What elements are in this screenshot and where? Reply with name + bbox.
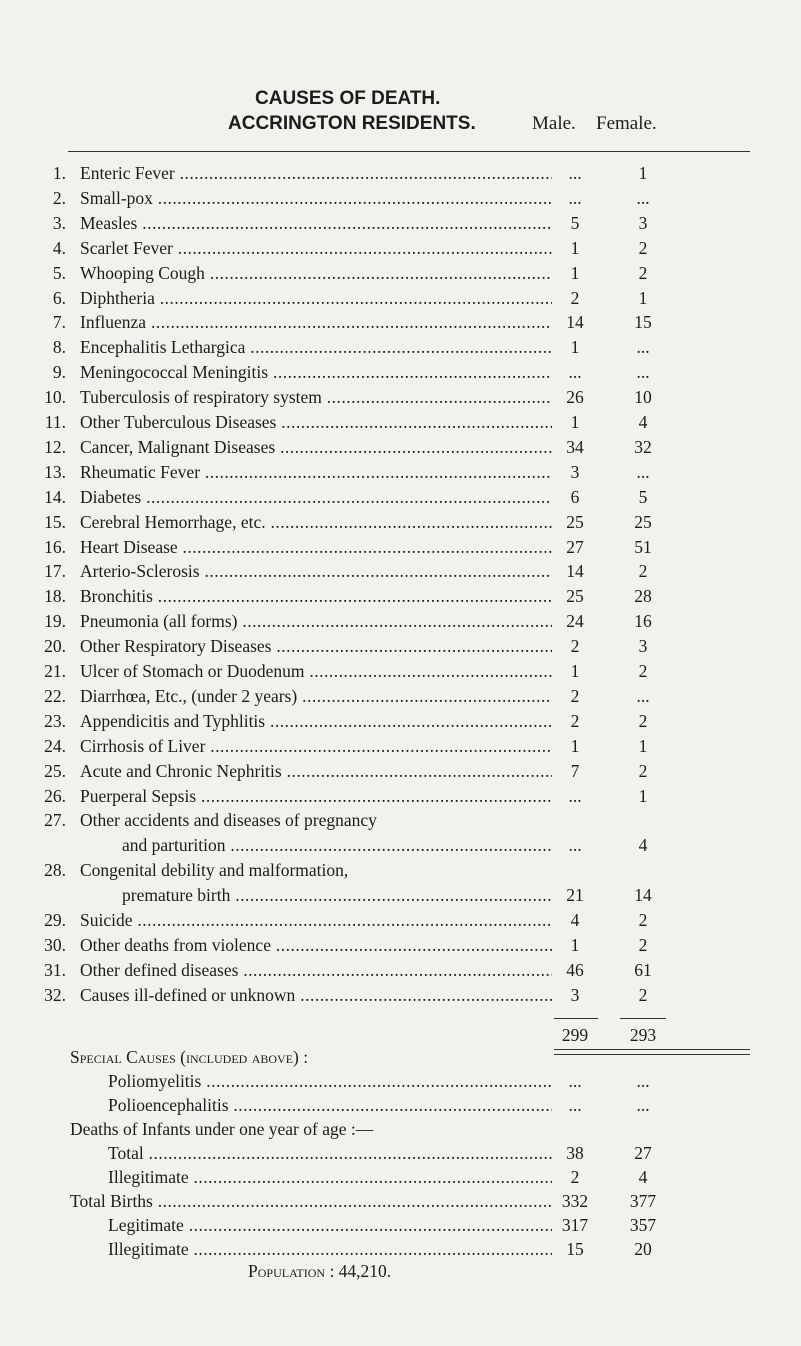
- cause-number: 10.: [44, 387, 66, 408]
- cause-female-count: 10: [634, 387, 652, 408]
- cause-female-count: 51: [634, 536, 652, 557]
- cause-female-count: 2: [638, 910, 648, 930]
- cause-number: 1.: [52, 163, 66, 183]
- cause-label: Pneumonia (all forms) .....: [80, 608, 552, 634]
- cause-female-count: ...: [636, 337, 650, 358]
- total-female-rule: [620, 1018, 666, 1019]
- cause-number: 22.: [44, 685, 66, 706]
- cause-row: [0, 434, 801, 460]
- cause-female-count: 2: [638, 984, 648, 1005]
- cause-row: [0, 509, 801, 535]
- cause-female-count: 2: [638, 710, 648, 731]
- cause-male-count: 21: [566, 885, 584, 906]
- cause-number: 32.: [44, 984, 66, 1005]
- cause-row: [0, 309, 801, 335]
- cause-male-count: 3: [570, 984, 580, 1005]
- cause-male-count: 25: [566, 511, 584, 532]
- cause-label: Encephalitis Lethargica .....: [80, 334, 552, 360]
- cause-row: [0, 907, 801, 933]
- cause-label: Ulcer of Stomach or Duodenum .....: [80, 658, 552, 684]
- cause-row: [0, 235, 801, 261]
- cause-female-count: ...: [636, 685, 650, 706]
- cause-female-count: 2: [638, 661, 648, 681]
- cause-female-count: 2: [638, 760, 648, 781]
- cause-label: Suicide .....: [80, 907, 552, 933]
- cause-female-count: 2: [638, 262, 648, 283]
- cause-male-count: 6: [570, 486, 580, 507]
- cause-label: Puerperal Sepsis .....: [80, 783, 552, 809]
- cause-female-count: 15: [634, 312, 652, 333]
- cause-female-count: 4: [638, 835, 648, 856]
- cause-number: 27.: [44, 810, 66, 831]
- cause-number: 20.: [44, 636, 66, 657]
- cause-row: [0, 359, 801, 385]
- cause-row: [0, 459, 801, 485]
- cause-female-count: 61: [634, 959, 652, 980]
- cause-label: Diarrhœa, Etc., (under 2 years) .....: [80, 683, 552, 709]
- cause-row: [0, 334, 801, 360]
- page-subtitle: ACCRINGTON RESIDENTS.: [228, 113, 476, 134]
- cause-male-count: 4: [570, 910, 580, 930]
- cause-row: [0, 982, 801, 1008]
- cause-row: [0, 683, 801, 709]
- cause-number: 17.: [44, 561, 66, 582]
- cause-male-count: ...: [568, 187, 582, 208]
- cause-female-count: 16: [634, 611, 652, 632]
- cause-row: [0, 484, 801, 510]
- cause-row: [0, 733, 801, 759]
- cause-female-count: ...: [636, 187, 650, 208]
- male-column-header: Male.: [532, 113, 576, 134]
- cause-male-count: 3: [570, 461, 580, 482]
- cause-number: 21.: [44, 661, 66, 681]
- cause-male-count: 1: [570, 262, 580, 283]
- total-male: 299: [561, 1024, 589, 1045]
- cause-row: [0, 708, 801, 734]
- cause-label: Diabetes .....: [80, 484, 552, 510]
- cause-male-count: 2: [570, 287, 580, 308]
- cause-male-count: 1: [570, 661, 580, 681]
- cause-number: 13.: [44, 461, 66, 482]
- cause-female-count: 2: [638, 934, 648, 955]
- cause-row: [0, 384, 801, 410]
- cause-number: 16.: [44, 536, 66, 557]
- cause-number: 8.: [52, 337, 66, 358]
- cause-male-count: 2: [570, 685, 580, 706]
- cause-female-count: 4: [638, 412, 648, 432]
- special-row-polioencephalitis: Polioencephalitis ..... ... ...: [0, 1092, 801, 1118]
- header-rule: [68, 151, 750, 152]
- cause-male-count: 1: [570, 237, 580, 258]
- cause-male-count: 1: [570, 735, 580, 756]
- cause-label: Bronchitis .....: [80, 583, 552, 609]
- cause-label: Diphtheria .....: [80, 285, 552, 311]
- cause-number: 15.: [44, 511, 66, 532]
- cause-row: [0, 285, 801, 311]
- cause-label: Other defined diseases .....: [80, 957, 552, 983]
- cause-label: Acute and Chronic Nephritis .....: [80, 758, 552, 784]
- cause-number: 29.: [44, 910, 66, 930]
- cause-male-count: 1: [570, 337, 580, 358]
- cause-female-count: 2: [638, 237, 648, 258]
- cause-male-count: 34: [566, 436, 584, 457]
- cause-row: [0, 633, 801, 659]
- cause-female-count: 1: [638, 735, 648, 756]
- cause-male-count: 14: [566, 312, 584, 333]
- cause-label: Rheumatic Fever .....: [80, 459, 552, 485]
- cause-label: Tuberculosis of respiratory system .....: [80, 384, 552, 410]
- cause-female-count: 1: [638, 287, 648, 308]
- cause-row: [0, 658, 801, 684]
- cause-row: [0, 932, 801, 958]
- cause-male-count: 1: [570, 934, 580, 955]
- cause-number: 18.: [44, 586, 66, 607]
- cause-label: Whooping Cough .....: [80, 260, 552, 286]
- cause-number: 23.: [44, 710, 66, 731]
- cause-female-count: 2: [638, 561, 648, 582]
- cause-label: Other accidents and diseases of pregnancy: [80, 810, 377, 831]
- cause-female-count: ...: [636, 461, 650, 482]
- cause-row: [0, 783, 801, 809]
- cause-label: Other Tuberculous Diseases .....: [80, 409, 552, 435]
- female-column-header: Female.: [596, 113, 657, 134]
- cause-number: 31.: [44, 959, 66, 980]
- cause-label: Congenital debility and malformation,: [80, 860, 349, 881]
- cause-number: 12.: [44, 436, 66, 457]
- cause-row: [0, 807, 801, 833]
- births-row-illegitimate: Illegitimate ..... 15 20: [0, 1236, 801, 1262]
- cause-number: 6.: [52, 287, 66, 308]
- special-row-poliomyelitis: Poliomyelitis ..... ... ...: [0, 1068, 801, 1094]
- cause-label: Cirrhosis of Liver .....: [80, 733, 552, 759]
- cause-label: Other Respiratory Diseases .....: [80, 633, 552, 659]
- cause-label: Causes ill-defined or unknown .....: [80, 982, 552, 1008]
- cause-male-count: ...: [568, 835, 582, 856]
- cause-label: Other deaths from violence .....: [80, 932, 552, 958]
- cause-female-count: 32: [634, 436, 652, 457]
- cause-label: Cancer, Malignant Diseases .....: [80, 434, 552, 460]
- infants-row-total: Total ..... 38 27: [0, 1140, 801, 1166]
- cause-row: [0, 260, 801, 286]
- special-heading: Special Causes (included above) :: [70, 1046, 309, 1067]
- cause-male-count: 46: [566, 959, 584, 980]
- cause-female-count: 14: [634, 885, 652, 906]
- cause-label: premature birth .....: [122, 882, 552, 908]
- cause-row: [0, 758, 801, 784]
- cause-label: Arterio-Sclerosis .....: [80, 558, 552, 584]
- cause-male-count: 2: [570, 710, 580, 731]
- cause-row: [0, 608, 801, 634]
- cause-label: Scarlet Fever .....: [80, 235, 552, 261]
- cause-number: 3.: [52, 212, 66, 233]
- cause-number: 2.: [52, 187, 66, 208]
- cause-row: [0, 857, 801, 883]
- cause-male-count: ...: [568, 785, 582, 806]
- cause-label: Measles .....: [80, 210, 552, 236]
- cause-male-count: 25: [566, 586, 584, 607]
- cause-number: 19.: [44, 611, 66, 632]
- cause-row: [0, 185, 801, 211]
- cause-label: Appendicitis and Typhlitis .....: [80, 708, 552, 734]
- cause-number: 11.: [44, 412, 66, 432]
- cause-male-count: 14: [566, 561, 584, 582]
- cause-label: Small-pox .....: [80, 185, 552, 211]
- cause-number: 5.: [52, 262, 66, 283]
- cause-row: [0, 583, 801, 609]
- births-row-legitimate: Legitimate ..... 317 357: [0, 1212, 801, 1238]
- cause-label: and parturition .....: [122, 832, 552, 858]
- total-male-rule: [554, 1018, 598, 1019]
- cause-female-count: ...: [636, 362, 650, 383]
- title-text: CAUSES OF DEATH.: [255, 88, 441, 109]
- cause-female-count: 28: [634, 586, 652, 607]
- cause-male-count: ...: [568, 163, 582, 183]
- cause-male-count: 1: [570, 412, 580, 432]
- cause-label: Cerebral Hemorrhage, etc. .....: [80, 509, 552, 535]
- cause-female-count: 5: [638, 486, 648, 507]
- cause-row: [0, 534, 801, 560]
- cause-number: 24.: [44, 735, 66, 756]
- cause-number: 30.: [44, 934, 66, 955]
- cause-label: Enteric Fever .....: [80, 160, 552, 186]
- cause-label: Influenza .....: [80, 309, 552, 335]
- cause-number: 9.: [52, 362, 66, 383]
- cause-female-count: 1: [638, 163, 648, 183]
- cause-male-count: 27: [566, 536, 584, 557]
- infants-row-illegitimate: Illegitimate ..... 2 4: [0, 1164, 801, 1190]
- births-row-total: Total Births ..... 332 377: [0, 1188, 801, 1214]
- cause-male-count: 26: [566, 387, 584, 408]
- cause-number: 25.: [44, 760, 66, 781]
- cause-male-count: 5: [570, 212, 580, 233]
- cause-male-count: 2: [570, 636, 580, 657]
- cause-female-count: 3: [638, 636, 648, 657]
- cause-male-count: ...: [568, 362, 582, 383]
- cause-female-count: 25: [634, 511, 652, 532]
- cause-male-count: 7: [570, 760, 580, 781]
- cause-number: 26.: [44, 785, 66, 806]
- cause-label: Heart Disease .....: [80, 534, 552, 560]
- cause-female-count: 3: [638, 212, 648, 233]
- cause-row: [0, 558, 801, 584]
- cause-male-count: 24: [566, 611, 584, 632]
- cause-row: [0, 210, 801, 236]
- cause-number: 7.: [52, 312, 66, 333]
- cause-row: [0, 882, 801, 908]
- cause-number: 4.: [52, 237, 66, 258]
- cause-row: [0, 832, 801, 858]
- cause-row: [0, 957, 801, 983]
- cause-female-count: 1: [638, 785, 648, 806]
- total-female: 293: [629, 1024, 657, 1045]
- cause-number: 14.: [44, 486, 66, 507]
- population-line: Population : 44,210.: [248, 1260, 392, 1281]
- infants-heading: Deaths of Infants under one year of age :—: [70, 1118, 374, 1139]
- cause-row: [0, 409, 801, 435]
- cause-label: Meningococcal Meningitis .....: [80, 359, 552, 385]
- cause-number: 28.: [44, 860, 66, 881]
- cause-row: [0, 160, 801, 186]
